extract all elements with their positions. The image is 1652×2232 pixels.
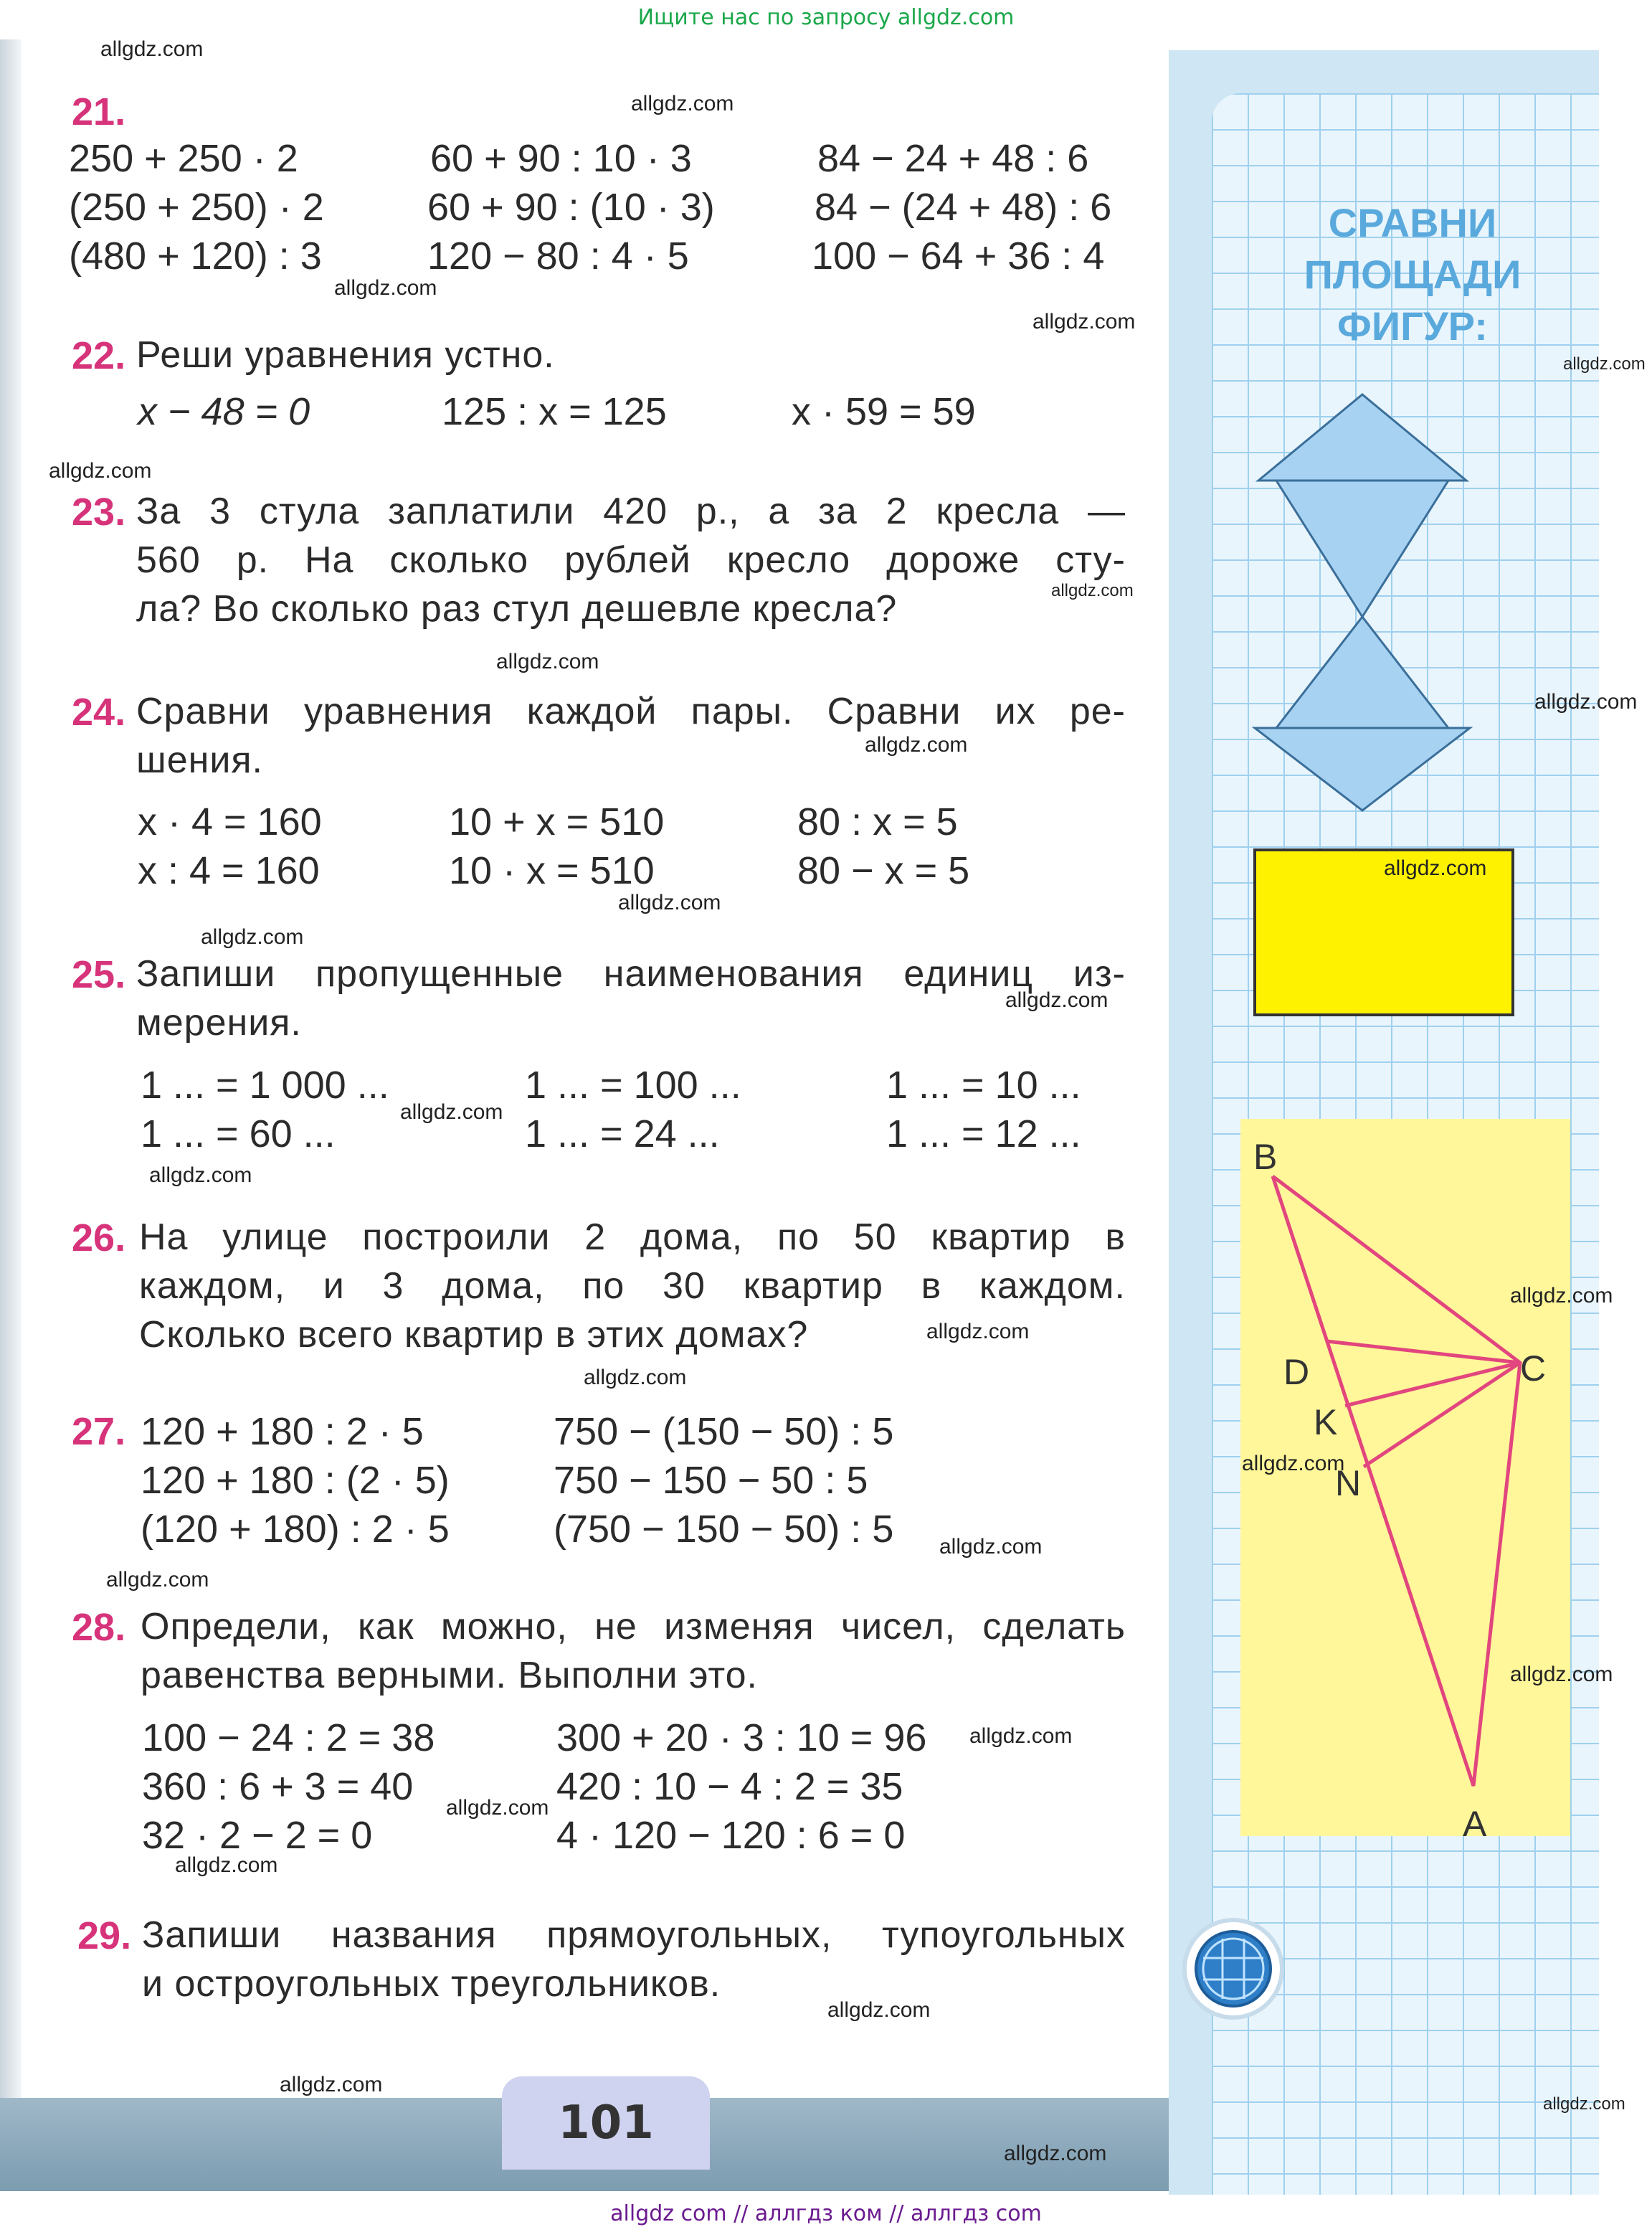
task-24-line: Сравни уравнения каждой пары. Сравни их ре- (136, 691, 1126, 732)
task-25-expr: 1 ... = 24 ... (525, 1112, 720, 1155)
task-25-expr: 1 ... = 60 ... (141, 1112, 336, 1155)
watermark: allgdz.com (1005, 988, 1109, 1012)
task-28-expr: 4 · 120 − 120 : 6 = 0 (556, 1814, 906, 1857)
watermark: allgdz.com (149, 1163, 252, 1187)
lower-triangle (1276, 617, 1448, 728)
sidebar-figures (1176, 373, 1606, 1951)
task-25-line: Запиши пропущенные наименования единиц из- (136, 953, 1126, 995)
task-23-number: 23. (72, 491, 126, 534)
blue-diamond-figure (1255, 394, 1470, 810)
watermark: allgdz.com (446, 1796, 549, 1820)
task-24-expr: 10 + x = 510 (449, 800, 665, 843)
task-24-expr: 80 : x = 5 (797, 800, 958, 843)
task-27-number: 27. (72, 1410, 126, 1453)
task-28-expr: 100 − 24 : 2 = 38 (142, 1716, 435, 1759)
task-28-expr: 32 · 2 − 2 = 0 (142, 1814, 373, 1857)
watermark: allgdz.com (969, 1724, 1073, 1748)
task-29-line: и остроугольных треугольников. (142, 1963, 721, 2005)
sidebar-title-line: ПЛОЩАДИ (1304, 252, 1522, 297)
watermark: allgdz.com (1051, 581, 1134, 600)
task-28-line: Определи, как можно, не изменяя чисел, сделать (141, 1606, 1126, 1647)
task-24-number: 24. (72, 691, 126, 734)
task-21-expr: 60 + 90 : 10 · 3 (430, 137, 692, 180)
task-28-expr: 300 + 20 · 3 : 10 = 96 (556, 1716, 927, 1759)
watermark: allgdz.com (1242, 1452, 1345, 1475)
label-b: B (1253, 1137, 1278, 1177)
watermark: allgdz.com (1004, 2142, 1107, 2165)
task-21-expr: 84 − (24 + 48) : 6 (815, 186, 1112, 229)
bottom-inverted-triangle (1255, 728, 1470, 810)
task-26-line: Сколько всего квартир в этих домах? (139, 1314, 809, 1356)
task-26-number: 26. (72, 1216, 126, 1259)
watermark: allgdz.com (865, 733, 968, 757)
watermark: allgdz.com (1543, 2094, 1625, 2114)
header-banner: Ищите нас по запросу allgdz.com (637, 5, 1015, 30)
task-23-line: ла? Во сколько раз стул дешевле кресла? (136, 588, 898, 630)
watermark: allgdz.com (1384, 856, 1487, 880)
task-21-expr: 84 − 24 + 48 : 6 (817, 137, 1089, 180)
task-23-line: За 3 стула заплатили 420 р., а за 2 кресла — (136, 491, 1126, 532)
watermark: allgdz.com (618, 891, 721, 914)
label-a: A (1463, 1804, 1487, 1844)
task-21-expr: (250 + 250) · 2 (69, 186, 324, 229)
watermark: allgdz.com (1032, 310, 1136, 334)
task-25-expr: 1 ... = 12 ... (886, 1112, 1081, 1155)
task-24-expr: 10 · x = 510 (449, 849, 655, 892)
task-24-expr: x · 4 = 160 (138, 800, 322, 843)
task-24-line: шения. (136, 739, 264, 781)
task-27-expr: 750 − (150 − 50) : 5 (554, 1410, 894, 1453)
task-22-text: Реши уравнения устно. (136, 334, 555, 376)
task-26-line: каждом, и 3 дома, по 30 квартир в каждом. (139, 1265, 1126, 1307)
watermark: allgdz.com (175, 1853, 278, 1877)
task-25-expr: 1 ... = 100 ... (525, 1064, 741, 1107)
footer-banner: allgdz com // аллгдз ком // аллгдз com (610, 2201, 1042, 2226)
upper-inverted-triangle (1276, 481, 1448, 617)
task-28-number: 28. (72, 1606, 126, 1649)
watermark: allgdz.com (201, 925, 304, 949)
task-27-expr: 120 + 180 : (2 · 5) (141, 1459, 450, 1502)
task-22-number: 22. (72, 334, 126, 377)
task-25-number: 25. (72, 953, 126, 996)
watermark: allgdz.com (496, 650, 599, 673)
task-25-line: мерения. (136, 1002, 302, 1044)
label-c: C (1520, 1348, 1547, 1389)
task-21-expr: 100 − 64 + 36 : 4 (812, 235, 1105, 278)
task-29-number: 29. (77, 1914, 132, 1957)
task-27-expr: 120 + 180 : 2 · 5 (141, 1410, 424, 1453)
task-26-line: На улице построили 2 дома, по 50 квартир в (139, 1216, 1126, 1258)
task-22-expr: 125 : x = 125 (442, 390, 667, 433)
task-28-expr: 420 : 10 − 4 : 2 = 35 (556, 1765, 903, 1808)
watermark: allgdz.com (1534, 690, 1638, 714)
watermark: allgdz.com (1510, 1284, 1613, 1307)
watermark: allgdz.com (827, 1998, 931, 2022)
task-29-line: Запиши названия прямоугольных, тупоугольных (142, 1914, 1126, 1956)
watermark: allgdz.com (100, 37, 204, 61)
task-21-number: 21. (72, 90, 126, 133)
watermark: allgdz.com (106, 1568, 209, 1592)
task-21-expr: 120 − 80 : 4 · 5 (427, 235, 689, 278)
task-27-expr: 750 − 150 − 50 : 5 (554, 1459, 868, 1502)
watermark: allgdz.com (49, 459, 152, 483)
task-22-expr: x − 48 = 0 (138, 390, 310, 433)
watermark: allgdz.com (1563, 354, 1646, 374)
watermark: allgdz.com (584, 1366, 687, 1389)
task-27-expr: (120 + 180) : 2 · 5 (141, 1508, 450, 1551)
task-23-line: 560 р. На сколько рублей кресло дороже сту- (136, 539, 1126, 581)
label-d: D (1283, 1352, 1310, 1392)
task-21-expr: 60 + 90 : (10 · 3) (427, 186, 715, 229)
task-28-line: равенства верными. Выполни это. (141, 1655, 758, 1696)
globe-icon (1187, 1922, 1280, 2015)
label-n: N (1335, 1463, 1362, 1503)
watermark: allgdz.com (1510, 1663, 1613, 1686)
task-28-expr: 360 : 6 + 3 = 40 (142, 1765, 414, 1808)
watermark: allgdz.com (400, 1100, 503, 1124)
page-edge-shadow (0, 39, 22, 2155)
task-21-expr: (480 + 120) : 3 (69, 235, 322, 278)
label-k: K (1314, 1402, 1338, 1442)
task-25-expr: 1 ... = 1 000 ... (141, 1064, 389, 1107)
task-25-expr: 1 ... = 10 ... (886, 1064, 1081, 1107)
page-number: 101 (502, 2076, 710, 2170)
task-24-expr: x : 4 = 160 (138, 849, 320, 892)
task-22-expr: x · 59 = 59 (792, 390, 976, 433)
task-24-expr: 80 − x = 5 (797, 849, 970, 892)
watermark: allgdz.com (334, 276, 437, 300)
watermark: allgdz.com (631, 92, 734, 115)
sidebar-title (1262, 197, 1563, 352)
sidebar-title-line: ФИГУР: (1337, 303, 1488, 349)
watermark: allgdz.com (926, 1320, 1030, 1343)
top-triangle (1258, 394, 1466, 481)
task-27-expr: (750 − 150 − 50) : 5 (554, 1508, 894, 1551)
watermark: allgdz.com (939, 1535, 1043, 1559)
task-21-expr: 250 + 250 · 2 (69, 137, 298, 180)
watermark: allgdz.com (280, 2073, 383, 2096)
sidebar-title-line: СРАВНИ (1328, 200, 1497, 245)
